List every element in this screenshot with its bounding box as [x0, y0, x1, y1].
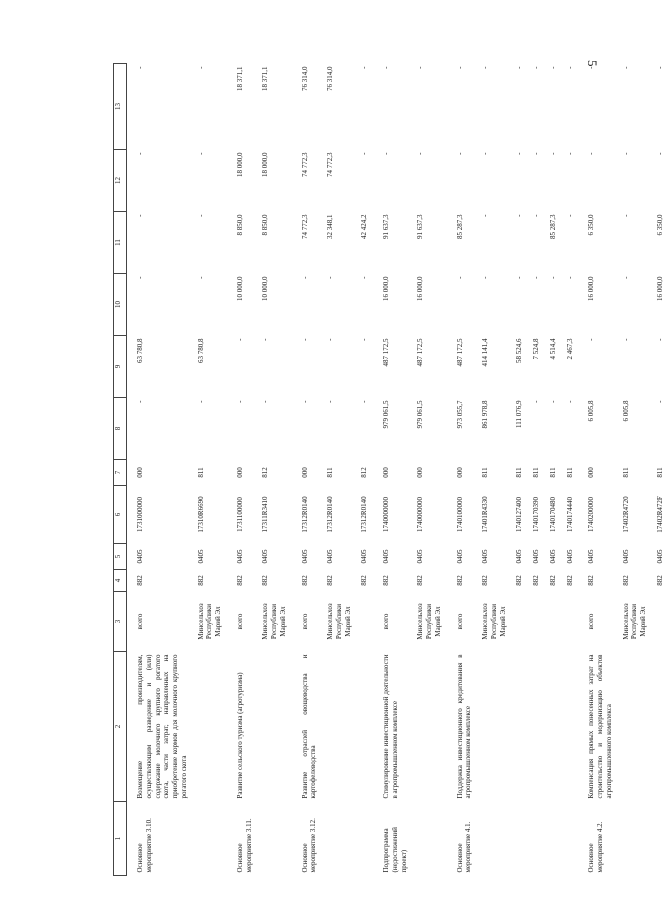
table-cell-c10: 16 000,0	[655, 276, 664, 301]
table-cell-c13: -	[382, 66, 390, 69]
table-cell-c11: -	[621, 214, 630, 217]
table-cell-c8: 6 005,8	[587, 400, 596, 422]
table-cell-c6: 1740174440	[565, 497, 574, 532]
table-cell-c12: -	[587, 152, 596, 155]
table-cell-c3: Минсельхоз Республики Марий Эл	[261, 603, 287, 640]
table-cell-c6: 1740170390	[532, 497, 540, 532]
table-cell-c10: -	[532, 276, 540, 279]
table-cell-c6: 1731100000	[235, 497, 244, 532]
table-cell-c10: -	[548, 276, 557, 279]
table-cell-c8: -	[326, 400, 334, 403]
table-cell-c3	[545, 592, 562, 652]
table-cell-c5: 0405	[565, 549, 574, 564]
table-cell-c11: 6 350,0	[655, 214, 664, 236]
table-cell-c9: 2 467,3	[565, 338, 574, 360]
table-cell-c11: -	[196, 214, 205, 217]
table-cell-c13: 18 371,1	[261, 66, 270, 91]
table-cell-c12: -	[196, 152, 205, 155]
table-cell-c7: 811	[196, 467, 205, 478]
table-cell-c8: -	[300, 400, 309, 403]
table-cell-c8: 979 061,5	[382, 400, 390, 429]
table-cell-c5: 0405	[360, 549, 369, 564]
table-cell-c7: 000	[455, 467, 464, 478]
table-cell-c13: -	[455, 66, 464, 69]
table-cell-c2	[322, 652, 356, 802]
table-cell-c7: 811	[621, 467, 630, 478]
table-cell-c12: -	[136, 152, 144, 155]
column-header-7: 7	[114, 460, 127, 486]
table-cell-c2: Развитие отраслей овощеводства и картофелеводства	[300, 654, 318, 799]
table-cell-c8: 973 055,7	[455, 400, 464, 429]
table-row	[477, 64, 511, 876]
table-cell-c6: 17402R4720	[621, 496, 630, 533]
table-cell-c4: 882	[532, 575, 540, 586]
table-cell-c10: 16 000,0	[416, 276, 425, 301]
table-cell-c13: -	[515, 66, 524, 69]
table-row	[618, 64, 652, 876]
table-cell-c1	[545, 802, 562, 876]
column-header-3: 3	[114, 592, 127, 652]
table-row	[227, 64, 258, 876]
table-cell-c1: Подпрограмма (недостижений проект)	[382, 827, 408, 873]
table-body	[127, 64, 669, 876]
table-cell-c13: -	[416, 66, 425, 69]
table-row	[257, 64, 291, 876]
rotated-table-container	[113, 64, 664, 876]
table-cell-c7: 811	[548, 467, 557, 478]
table-row	[578, 64, 617, 876]
table-cell-c4: 882	[382, 575, 390, 586]
table-cell-c8: -	[136, 400, 144, 403]
table-cell-c2	[528, 652, 545, 802]
table-cell-c5: 0405	[300, 549, 309, 564]
table-row	[412, 64, 446, 876]
table-cell-c8: -	[196, 400, 205, 403]
table-row	[127, 64, 193, 876]
table-cell-c2: Стимулирование инвестиционной деятельности в агропромышленном комплексе	[382, 654, 399, 799]
table-cell-c3: всего	[235, 613, 244, 630]
table-cell-c1: Основное мероприятие 4.2.	[587, 821, 604, 873]
table-cell-c1	[511, 802, 528, 876]
table-cell-c12: -	[532, 152, 540, 155]
table-cell-c12: -	[481, 152, 489, 155]
table-cell-c2	[652, 652, 669, 802]
table-cell-c10: 16 000,0	[587, 276, 596, 301]
table-cell-c5: 0405	[548, 549, 557, 564]
table-cell-c3	[356, 592, 373, 652]
table-cell-c11: 8 850,0	[235, 214, 244, 236]
table-cell-c1: Основное мероприятие 4.1.	[455, 821, 473, 873]
table-cell-c10: -	[360, 276, 369, 279]
table-cell-c11: 8 850,0	[261, 214, 270, 236]
table-cell-c13: -	[587, 66, 596, 69]
table-cell-c12: -	[548, 152, 557, 155]
table-cell-c11: 6 350,0	[587, 214, 596, 236]
table-cell-c13: -	[481, 66, 489, 69]
table-cell-c12: 74 772,3	[326, 152, 334, 177]
table-cell-c3: Минсельхоз Республики Марий Эл	[416, 603, 442, 640]
table-cell-c6: 17312R0140	[326, 496, 334, 533]
table-cell-c11: 74 772,3	[300, 214, 309, 239]
table-cell-c5: 0405	[136, 549, 144, 564]
table-cell-c11: -	[515, 214, 524, 217]
table-cell-c12: -	[515, 152, 524, 155]
table-cell-c2: Возмещение производителям, осуществляющим разведение и (или) содержание молочного крупного рогатого скота, части затрат, направленных на приобретение кормов для молочного крупного рогатого скота	[136, 654, 188, 799]
table-cell-c7: 000	[416, 467, 425, 478]
table-cell-c9: -	[235, 338, 244, 341]
table-cell-c4: 882	[548, 575, 557, 586]
table-cell-c9: 58 524,6	[515, 338, 524, 363]
table-cell-c12: -	[621, 152, 630, 155]
table-row	[373, 64, 412, 876]
table-cell-c1	[193, 802, 227, 876]
table-cell-c7: 000	[235, 467, 244, 478]
table-cell-c6: 1740000000	[416, 497, 425, 532]
table-cell-c11: 32 348,1	[326, 214, 334, 239]
table-cell-c5: 0405	[196, 549, 205, 564]
table-cell-c5: 0405	[655, 549, 664, 564]
table-cell-c4: 882	[565, 575, 574, 586]
table-cell-c7: 000	[382, 467, 390, 478]
table-cell-c10: 10 000,0	[261, 276, 270, 301]
table-row	[292, 64, 323, 876]
table-row	[193, 64, 227, 876]
table-cell-c1: Основное мероприятие 3.12.	[300, 818, 318, 873]
table-cell-c9: 7 524,8	[532, 338, 540, 360]
table-cell-c10: -	[196, 276, 205, 279]
table-cell-c7: 000	[300, 467, 309, 478]
table-cell-c13: -	[655, 66, 664, 69]
table-cell-c10: -	[481, 276, 489, 279]
table-cell-c10: -	[515, 276, 524, 279]
table-cell-c6: 17310R6690	[196, 496, 205, 533]
table-cell-c12: -	[565, 152, 574, 155]
table-cell-c10: -	[565, 276, 574, 279]
table-cell-c3: всего	[455, 613, 464, 630]
table-cell-c4: 882	[481, 575, 489, 586]
table-cell-c1	[322, 802, 356, 876]
table-cell-c2	[356, 652, 373, 802]
table-cell-c10: -	[621, 276, 630, 279]
table-row	[562, 64, 579, 876]
table-cell-c13: 18 371,1	[235, 66, 244, 91]
table-cell-c7: 811	[481, 467, 489, 478]
table-cell-c8: -	[360, 400, 369, 403]
table-row	[545, 64, 562, 876]
table-cell-c3	[528, 592, 545, 652]
table-cell-c5: 0405	[235, 549, 244, 564]
table-cell-c12: -	[416, 152, 425, 155]
table-cell-c6: 1740000000	[382, 497, 390, 532]
table-cell-c11: 91 637,3	[416, 214, 425, 239]
column-header-2: 2	[114, 652, 127, 802]
table-cell-c8: -	[548, 400, 557, 403]
table-cell-c6: 17401R4330	[481, 496, 489, 533]
table-cell-c7: 811	[532, 467, 540, 478]
table-row	[447, 64, 478, 876]
table-cell-c2	[412, 652, 446, 802]
table-cell-c9: -	[655, 338, 664, 341]
table-cell-c3: всего	[300, 613, 309, 630]
table-cell-c7: 812	[261, 467, 270, 478]
table-cell-c12: 18 000,0	[261, 152, 270, 177]
table-cell-c1	[562, 802, 579, 876]
table-cell-c4: 882	[196, 575, 205, 586]
table-row	[528, 64, 545, 876]
table-cell-c6: 17312R0140	[360, 496, 369, 533]
table-cell-c2	[545, 652, 562, 802]
table-cell-c6: 1740127400	[515, 497, 524, 532]
table-cell-c4: 882	[235, 575, 244, 586]
table-cell-c10: 16 000,0	[382, 276, 390, 301]
column-header-5: 5	[114, 544, 127, 570]
column-header-12: 12	[114, 150, 127, 212]
table-cell-c5: 0405	[326, 549, 334, 564]
table-cell-c9: 63 780,8	[136, 338, 144, 363]
table-cell-c11: 42 424,2	[360, 214, 369, 239]
table-cell-c1	[528, 802, 545, 876]
table-cell-c6: 17402R472F	[655, 496, 664, 533]
table-cell-c10: 10 000,0	[235, 276, 244, 301]
table-cell-c9: 63 780,8	[196, 338, 205, 363]
table-cell-c2: Компенсация прямых понесенных затрат на строительство и модернизацию объектов агропромышленного комплекса	[587, 654, 613, 799]
table-cell-c7: 811	[655, 467, 664, 478]
table-cell-c2	[562, 652, 579, 802]
table-cell-c13: 76 314,0	[326, 66, 334, 91]
table-cell-c2	[618, 652, 652, 802]
column-header-9: 9	[114, 336, 127, 398]
table-cell-c2: Поддержка инвестиционного кредитования в агропромышленном комплексе	[455, 654, 473, 799]
page-number: 5	[585, 60, 600, 67]
table-cell-c9: 4 514,4	[548, 338, 557, 360]
table-cell-c8: 979 061,5	[416, 400, 425, 429]
table-cell-c8: -	[565, 400, 574, 403]
table-cell-c9: -	[621, 338, 630, 341]
table-cell-c13: -	[360, 66, 369, 69]
table-cell-c5: 0405	[416, 549, 425, 564]
table-cell-c4: 882	[455, 575, 464, 586]
table-cell-c6: 17312R0140	[300, 496, 309, 533]
table-cell-c13: -	[621, 66, 630, 69]
table-cell-c13: -	[565, 66, 574, 69]
table-cell-c7: 811	[326, 467, 334, 478]
table-cell-c4: 882	[360, 575, 369, 586]
table-cell-c9: 487 172,5	[416, 338, 425, 367]
table-cell-c3: всего	[382, 613, 390, 630]
table-cell-c11: -	[565, 214, 574, 217]
table-cell-c13: -	[548, 66, 557, 69]
table-row	[356, 64, 373, 876]
table-cell-c4: 882	[300, 575, 309, 586]
table-cell-c3	[511, 592, 528, 652]
table-cell-c4: 882	[515, 575, 524, 586]
table-cell-c1: Основное мероприятие 3.11.	[235, 818, 253, 873]
table-cell-c9: 487 172,5	[455, 338, 464, 367]
table-cell-c3: Минсельхоз Республики Марий Эл	[621, 603, 647, 640]
table-cell-c9: -	[326, 338, 334, 341]
column-header-1: 1	[114, 802, 127, 876]
table-cell-c5: 0405	[515, 549, 524, 564]
table-cell-c10: -	[300, 276, 309, 279]
table-cell-c13: -	[136, 66, 144, 69]
column-header-10: 10	[114, 274, 127, 336]
table-cell-c5: 0405	[481, 549, 489, 564]
table-cell-c9: 487 172,5	[382, 338, 390, 367]
table-cell-c5: 0405	[382, 549, 390, 564]
table-cell-c6: 1731000000	[136, 497, 144, 532]
table-cell-c4: 882	[136, 575, 144, 586]
table-cell-c5: 0405	[532, 549, 540, 564]
column-header-11: 11	[114, 212, 127, 274]
table-cell-c11: 91 637,3	[382, 214, 390, 239]
table-cell-c3	[652, 592, 669, 652]
table-cell-c3	[562, 592, 579, 652]
table-cell-c9: 414 141,4	[481, 338, 489, 367]
table-cell-c11: -	[532, 214, 540, 217]
table-cell-c1	[477, 802, 511, 876]
table-cell-c8: -	[261, 400, 270, 403]
table-cell-c12: 18 000,0	[235, 152, 244, 177]
table-cell-c12: -	[382, 152, 390, 155]
table-cell-c13: 76 314,0	[300, 66, 309, 91]
table-row	[322, 64, 356, 876]
column-header-4: 4	[114, 570, 127, 592]
table-cell-c13: -	[532, 66, 540, 69]
table-cell-c6: 1740170480	[548, 497, 557, 532]
table-cell-c9: -	[360, 338, 369, 341]
table-cell-c1	[257, 802, 291, 876]
table-cell-c3: Минсельхоз Республики Марий Эл	[481, 603, 507, 640]
table-cell-c4: 882	[621, 575, 630, 586]
table-cell-c12: -	[455, 152, 464, 155]
budget-table	[113, 63, 669, 876]
table-cell-c12: -	[655, 152, 664, 155]
table-cell-c8: 861 978,8	[481, 400, 489, 429]
table-cell-c9: -	[587, 338, 596, 341]
table-cell-c1	[618, 802, 652, 876]
table-cell-c6: 1740100000	[455, 497, 464, 532]
table-cell-c1	[412, 802, 446, 876]
table-cell-c8: -	[532, 400, 540, 403]
table-cell-c11: -	[481, 214, 489, 217]
table-cell-c10: -	[326, 276, 334, 279]
table-cell-c10: -	[136, 276, 144, 279]
table-cell-c4: 882	[416, 575, 425, 586]
table-cell-c8: -	[655, 400, 664, 403]
table-cell-c7: 000	[136, 467, 144, 478]
table-cell-c1	[356, 802, 373, 876]
column-header-13: 13	[114, 64, 127, 150]
table-cell-c3: всего	[136, 613, 144, 630]
table-cell-c4: 882	[261, 575, 270, 586]
table-cell-c7: 811	[565, 467, 574, 478]
table-cell-c7: 000	[587, 467, 596, 478]
table-cell-c8: -	[235, 400, 244, 403]
table-cell-c5: 0405	[455, 549, 464, 564]
table-cell-c5: 0405	[621, 549, 630, 564]
table-cell-c3: всего	[587, 613, 596, 630]
column-header-8: 8	[114, 398, 127, 460]
table-cell-c11: 85 287,3	[548, 214, 557, 239]
table-cell-c9: -	[261, 338, 270, 341]
table-cell-c11: 85 287,3	[455, 214, 464, 239]
table-cell-c3: Минсельхоз Республики Марий Эл	[196, 603, 222, 640]
table-cell-c2	[477, 652, 511, 802]
table-cell-c6: 17311R3410	[261, 496, 270, 533]
table-row	[652, 64, 669, 876]
table-cell-c4: 882	[326, 575, 334, 586]
table-cell-c9: -	[300, 338, 309, 341]
table-row	[511, 64, 528, 876]
table-cell-c5: 0405	[587, 549, 596, 564]
table-header	[114, 64, 127, 876]
table-cell-c8: 6 005,8	[621, 400, 630, 422]
table-cell-c10: -	[455, 276, 464, 279]
table-cell-c8: 111 076,9	[515, 400, 524, 428]
table-cell-c11: -	[136, 214, 144, 217]
table-cell-c7: 811	[515, 467, 524, 478]
table-cell-c2	[511, 652, 528, 802]
table-cell-c1: Основное мероприятие 3.10.	[136, 818, 153, 873]
table-cell-c4: 882	[587, 575, 596, 586]
table-cell-c6: 1740200000	[587, 497, 596, 532]
table-cell-c13: -	[196, 66, 205, 69]
table-cell-c12: -	[360, 152, 369, 155]
table-cell-c7: 812	[360, 467, 369, 478]
table-cell-c5: 0405	[261, 549, 270, 564]
table-cell-c12: 74 772,3	[300, 152, 309, 177]
column-header-6: 6	[114, 486, 127, 544]
table-cell-c4: 882	[655, 575, 664, 586]
table-cell-c2	[193, 652, 227, 802]
table-cell-c2: Развитие сельского туризма (агротуризма)	[235, 672, 244, 799]
table-cell-c1	[652, 802, 669, 876]
table-cell-c3: Минсельхоз Республики Марий Эл	[326, 603, 352, 640]
table-cell-c2	[257, 652, 291, 802]
